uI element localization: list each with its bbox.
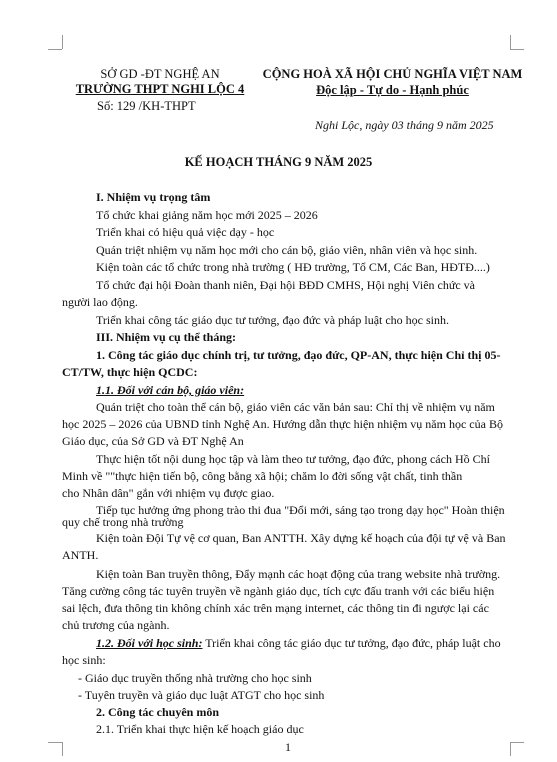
nation-motto: Độc lập - Tự do - Hạnh phúc bbox=[316, 83, 469, 97]
section-heading: I. Nhiệm vụ trọng tâm bbox=[96, 190, 211, 204]
crop-mark bbox=[510, 742, 524, 743]
nation-title: CỘNG HOÀ XÃ HỘI CHỦ NGHĨA VIỆT NAM bbox=[262, 67, 523, 81]
paragraph-line: ANTH. bbox=[62, 548, 99, 562]
crop-mark bbox=[510, 35, 511, 49]
paragraph-line: sai lệch, đưa thông tin không chính xác trên mạng internet, các thông tin đi ngược lại các bbox=[62, 601, 489, 615]
subsection-heading-continued: CT/TW, thực hiện QCDC: bbox=[62, 365, 198, 379]
task-item: Triển khai có hiệu quả việc dạy - học bbox=[96, 225, 275, 239]
school-name: TRƯỜNG THPT NGHI LỘC 4 bbox=[75, 82, 245, 96]
subsection-heading: 1. Công tác giáo dục chính trị, tư tưởng, đạo đức, QP-AN, thực hiện Chỉ thị 05- bbox=[96, 348, 501, 362]
dash-item: - Tuyên truyền và giáo dục luật ATGT cho học sinh bbox=[78, 688, 325, 702]
subsubsection-heading: 1.1. Đối với cán bộ, giáo viên: bbox=[96, 383, 245, 397]
dash-item: - Giáo dục truyền thống nhà trường cho học sinh bbox=[78, 671, 312, 685]
paragraph-line: chủ trương của ngành. bbox=[62, 618, 170, 632]
crop-mark bbox=[62, 35, 63, 49]
crop-mark bbox=[510, 49, 524, 50]
task-item: Kiện toàn các tổ chức trong nhà trường ( HĐ trường, Tổ CM, Các Ban, HĐTĐ....) bbox=[96, 260, 490, 274]
paragraph-line: học 2025 – 2026 của UBND tỉnh Nghệ An. Hướng dẫn thực hiện nhiệm vụ năm học của Bộ bbox=[62, 417, 503, 431]
subsection-item: 2.1. Triển khai thực hiện kế hoạch giáo dục bbox=[96, 722, 304, 736]
crop-mark bbox=[62, 742, 63, 756]
section-heading: III. Nhiệm vụ cụ thể tháng: bbox=[96, 330, 237, 344]
crop-mark bbox=[510, 742, 511, 756]
task-item-continued: người lao động. bbox=[62, 295, 138, 309]
paragraph-line: Thực hiện tốt nội dung học tập và làm theo tư tưởng, đạo đức, phong cách Hồ Chí bbox=[96, 452, 490, 466]
paragraph-line: Tiếp tục hưởng ứng phong trào thi đua "Đổi mới, sáng tạo trong dạy học" Hoàn thiện bbox=[96, 503, 505, 517]
place-date: Nghi Lộc, ngày 03 tháng 9 năm 2025 bbox=[315, 118, 494, 132]
paragraph-line: Kiện toàn Ban truyền thông, Đẩy mạnh các hoạt động của trang website nhà trường. bbox=[96, 567, 501, 581]
paragraph-line: quy chế trong nhà trường bbox=[62, 515, 184, 529]
paragraph-line: Minh về ""thực hiện tiến bộ, công bằng xã hội; chăm lo đời sống vật chất, tinh thần bbox=[62, 469, 463, 483]
document-title: KẾ HOẠCH THÁNG 9 NĂM 2025 bbox=[184, 155, 373, 169]
subsubsection-heading: 1.2. Đối với học sinh: bbox=[96, 636, 203, 650]
page-number: 1 bbox=[285, 740, 291, 754]
subsection-heading: 2. Công tác chuyên môn bbox=[96, 705, 220, 719]
paragraph-text: Triển khai công tác giáo dục tư tưởng, đạo đức, pháp luật cho bbox=[202, 636, 501, 650]
paragraph-line: Giáo dục, của Sở GD và ĐT Nghệ An bbox=[62, 434, 244, 448]
paragraph-line bbox=[96, 636, 501, 650]
task-item: Tổ chức khai giảng năm học mới 2025 – 2026 bbox=[96, 208, 318, 222]
crop-mark bbox=[48, 49, 62, 50]
department-name: SỞ GD -ĐT NGHỆ AN bbox=[100, 67, 220, 81]
task-item: Tổ chức đại hội Đoàn thanh niên, Đại hội BĐD CMHS, Hội nghị Viên chức và bbox=[96, 278, 476, 292]
document-number: Số: 129 /KH-THPT bbox=[97, 99, 196, 113]
paragraph-line: Tăng cường công tác tuyên truyền về ngành giáo dục, tích cực đấu tranh với các biểu hiện bbox=[62, 584, 495, 598]
paragraph-line: cho Nhân dân" gắn với nhiệm vụ được giao. bbox=[62, 486, 275, 500]
task-item: Quán triệt nhiệm vụ năm học mới cho cán bộ, giáo viên, nhân viên và học sinh. bbox=[96, 243, 478, 257]
paragraph-line: Kiện toàn Đội Tự vệ cơ quan, Ban ANTTH. Xây dựng kế hoạch của đội tự vệ và Ban bbox=[96, 531, 506, 545]
task-item: Triển khai công tác giáo dục tư tưởng, đạo đức và pháp luật cho học sinh. bbox=[96, 313, 450, 327]
paragraph-line: học sinh: bbox=[62, 653, 106, 667]
paragraph-line: Quán triệt cho toàn thể cán bộ, giáo viên các văn bản sau: Chỉ thị về nhiệm vụ năm bbox=[96, 400, 495, 414]
crop-mark bbox=[48, 742, 62, 743]
